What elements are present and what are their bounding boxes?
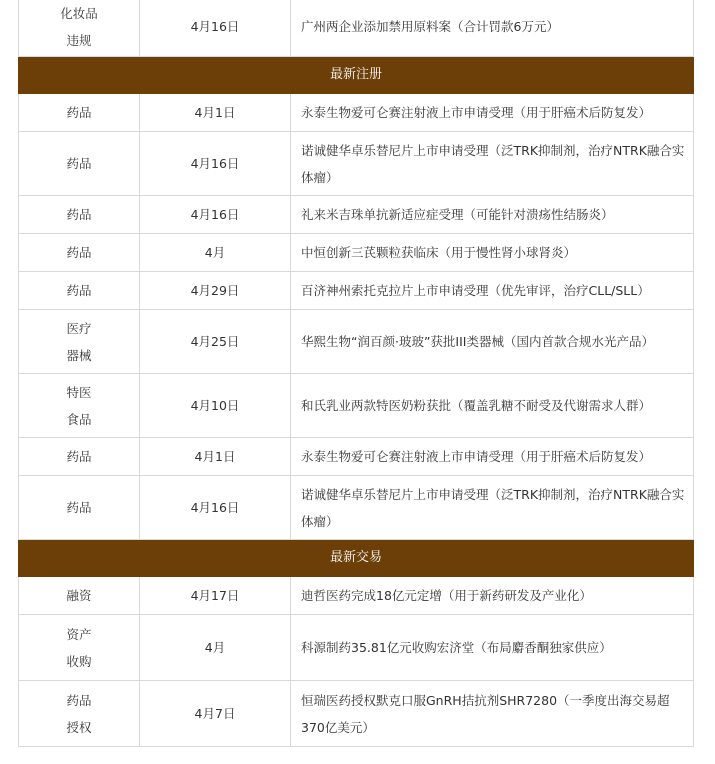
category-cell: 药品 bbox=[19, 196, 140, 234]
news-table bbox=[18, 0, 694, 747]
table-row bbox=[19, 577, 694, 615]
table-row bbox=[19, 94, 694, 132]
section-title: 最新注册 bbox=[19, 57, 694, 94]
table-row bbox=[19, 196, 694, 234]
category-cell: 融资 bbox=[19, 577, 140, 615]
date-cell: 4月16日 bbox=[140, 476, 291, 540]
table-row bbox=[19, 132, 694, 196]
content-cell: 百济神州索托克拉片上市申请受理（优先审评，治疗CLL/SLL） bbox=[291, 272, 694, 310]
date-cell: 4月25日 bbox=[140, 310, 291, 374]
content-cell: 迪哲医药完成18亿元定增（用于新药研发及产业化） bbox=[291, 577, 694, 615]
category-cell: 医疗 器械 bbox=[19, 310, 140, 374]
date-cell: 4月17日 bbox=[140, 577, 291, 615]
category-cell: 特医 食品 bbox=[19, 374, 140, 438]
content-cell: 诺诚健华卓乐替尼片上市申请受理（泛TRK抑制剂，治疗NTRK融合实体瘤） bbox=[291, 476, 694, 540]
date-cell: 4月 bbox=[140, 234, 291, 272]
date-cell: 4月16日 bbox=[140, 196, 291, 234]
date-cell: 4月 bbox=[140, 615, 291, 681]
date-cell: 4月7日 bbox=[140, 681, 291, 747]
news-table-body bbox=[19, 0, 694, 747]
table-row bbox=[19, 374, 694, 438]
section-header-row bbox=[19, 57, 694, 94]
content-cell: 科源制药35.81亿元收购宏济堂（布局麝香酮独家供应） bbox=[291, 615, 694, 681]
table-row bbox=[19, 681, 694, 747]
category-cell: 药品 bbox=[19, 234, 140, 272]
table-row bbox=[19, 310, 694, 374]
category-cell: 资产 收购 bbox=[19, 615, 140, 681]
section-header-row bbox=[19, 540, 694, 577]
content-cell: 诺诚健华卓乐替尼片上市申请受理（泛TRK抑制剂，治疗NTRK融合实体瘤） bbox=[291, 132, 694, 196]
category-cell: 药品 bbox=[19, 94, 140, 132]
table-row bbox=[19, 234, 694, 272]
content-cell: 和氏乳业两款特医奶粉获批（覆盖乳糖不耐受及代谢需求人群） bbox=[291, 374, 694, 438]
content-cell: 恒瑞医药授权默克口服GnRH拮抗剂SHR7280（一季度出海交易超370亿美元） bbox=[291, 681, 694, 747]
category-cell: 药品 bbox=[19, 476, 140, 540]
table-row bbox=[19, 615, 694, 681]
content-cell: 华熙生物“润百颜·玻玻”获批III类器械（国内首款合规水光产品） bbox=[291, 310, 694, 374]
section-title: 最新交易 bbox=[19, 540, 694, 577]
date-cell: 4月1日 bbox=[140, 438, 291, 476]
table-row bbox=[19, 438, 694, 476]
category-cell: 药品 授权 bbox=[19, 681, 140, 747]
table-row bbox=[19, 272, 694, 310]
content-cell: 永泰生物爱可仑赛注射液上市申请受理（用于肝癌术后防复发） bbox=[291, 94, 694, 132]
table-row bbox=[19, 476, 694, 540]
content-cell: 广州两企业添加禁用原料案（合计罚款6万元） bbox=[291, 0, 694, 57]
content-cell: 中恒创新三芪颗粒获临床（用于慢性肾小球肾炎） bbox=[291, 234, 694, 272]
category-cell: 药品 bbox=[19, 438, 140, 476]
content-cell: 永泰生物爱可仑赛注射液上市申请受理（用于肝癌术后防复发） bbox=[291, 438, 694, 476]
category-cell: 药品 bbox=[19, 132, 140, 196]
table-row bbox=[19, 0, 694, 57]
news-table-container bbox=[18, 0, 694, 747]
category-cell: 药品 bbox=[19, 272, 140, 310]
category-cell: 化妆品 违规 bbox=[19, 0, 140, 57]
date-cell: 4月16日 bbox=[140, 132, 291, 196]
date-cell: 4月16日 bbox=[140, 0, 291, 57]
content-cell: 礼来米吉珠单抗新适应症受理（可能针对溃疡性结肠炎） bbox=[291, 196, 694, 234]
date-cell: 4月29日 bbox=[140, 272, 291, 310]
date-cell: 4月1日 bbox=[140, 94, 291, 132]
date-cell: 4月10日 bbox=[140, 374, 291, 438]
